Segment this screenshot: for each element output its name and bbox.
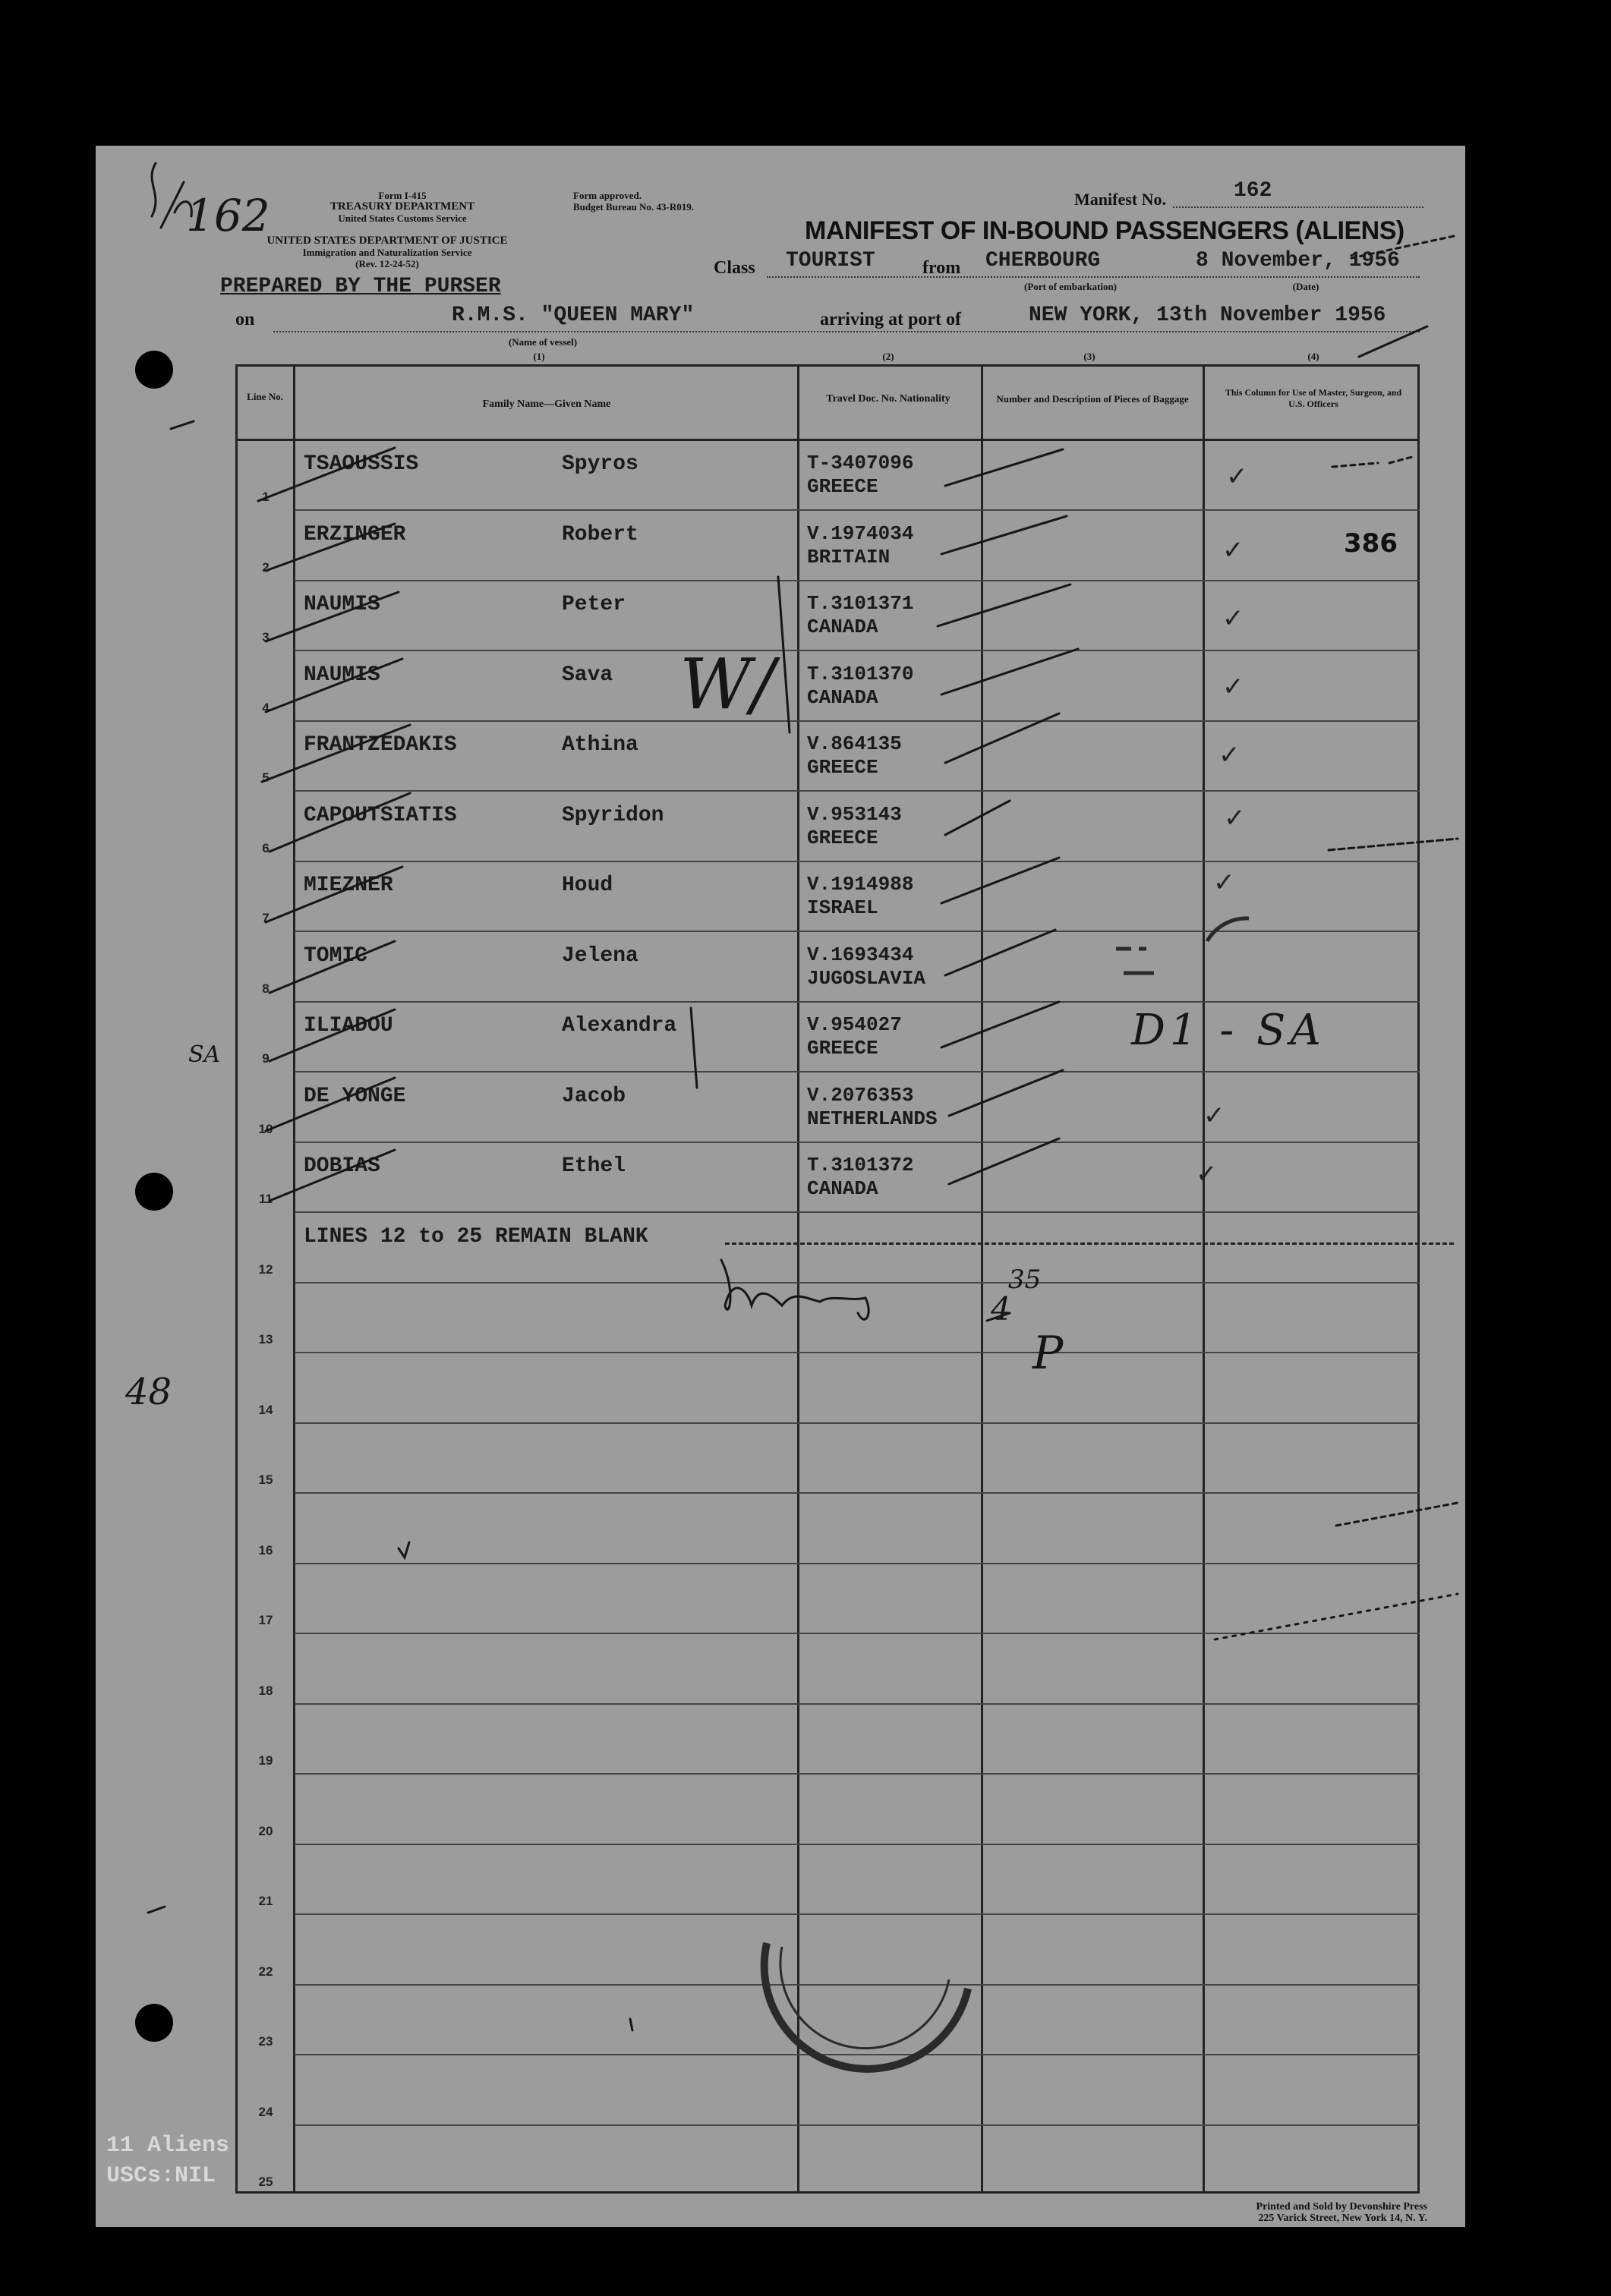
family-name: NAUMIS (304, 593, 380, 616)
header-line-no: Line No. (247, 391, 283, 402)
aliens-count: 11 Aliens (106, 2133, 230, 2159)
check-mark-icon: ✓ (1224, 803, 1246, 833)
date-caption: (Date) (1292, 281, 1319, 292)
col-num-3: (3) (1083, 351, 1096, 362)
line-number: 9 (262, 1051, 270, 1066)
approval-block: Form approved. Budget Bureau No. 43-R019. (573, 190, 695, 213)
page-title: MANIFEST OF IN-BOUND PASSENGERS (ALIENS) (805, 216, 1405, 245)
given-name: Houd (562, 874, 613, 897)
given-name: Spyros (562, 452, 638, 476)
check-mark-icon: ✓ (1203, 1101, 1225, 1131)
arrival-port-date: NEW YORK, 13th November 1956 (1029, 304, 1386, 327)
check-mark-icon: ✓ (1222, 535, 1244, 565)
given-name: Athina (562, 733, 638, 757)
family-name: TOMIC (304, 944, 368, 968)
handwritten-row9: D1 - SA (1131, 1006, 1326, 1055)
vessel-name: R.M.S. "QUEEN MARY" (452, 304, 695, 327)
travel-doc: V.954027 GREECE (807, 1013, 902, 1060)
given-name: Jelena (562, 944, 638, 968)
prepared-by: PREPARED BY THE PURSER (220, 275, 501, 298)
family-name: DOBIAS (304, 1154, 380, 1178)
manifest-no-label: Manifest No. (1074, 190, 1166, 209)
family-name: FRANTZEDAKIS (304, 733, 457, 757)
travel-doc: T-3407096 GREECE (807, 452, 914, 498)
travel-doc: V.2076353 NETHERLANDS (807, 1084, 938, 1130)
travel-doc: V.953143 GREECE (807, 803, 902, 849)
line-number: 3 (262, 630, 270, 644)
handwritten-wl: W/ (679, 644, 775, 725)
check-mark-icon: ✓ (1213, 868, 1235, 898)
travel-doc: T.3101370 CANADA (807, 663, 914, 709)
given-name: Ethel (562, 1154, 626, 1178)
port-of-embarkation: CHERBOURG (985, 249, 1101, 272)
travel-doc: T.3101371 CANADA (807, 592, 914, 638)
family-name: TSAOUSSIS (304, 452, 419, 476)
given-name: Alexandra (562, 1014, 677, 1038)
fraction-bottom: P (1032, 1327, 1064, 1380)
margin-note-number: 162 (186, 190, 270, 241)
header-baggage: Number and Description of Pieces of Baggage (996, 393, 1189, 405)
header-doc: Travel Doc. No. Nationality (826, 393, 951, 405)
check-mark-icon: ✓ (1218, 740, 1241, 770)
margin-note-sa: SA (188, 1041, 221, 1068)
line-number: 22 (258, 1964, 273, 1979)
check-mark-icon: ✓ (1222, 603, 1244, 634)
from-label: from (922, 258, 961, 278)
fraction-top: 35 (1008, 1265, 1042, 1295)
line-number: 8 (262, 981, 270, 996)
line-number: 15 (258, 1472, 273, 1487)
family-name: MIEZNER (304, 874, 393, 897)
header-name: Family Name—Given Name (482, 398, 611, 410)
col-num-4: (4) (1307, 351, 1319, 362)
given-name: Sava (562, 663, 613, 687)
check-mark-icon: ✓ (1226, 461, 1248, 492)
line-number: 16 (258, 1543, 273, 1557)
travel-doc: T.3101372 CANADA (807, 1154, 914, 1200)
col-num-1: (1) (533, 351, 545, 362)
family-name: NAUMIS (304, 663, 380, 687)
line-number: 25 (258, 2175, 273, 2189)
line-number: 2 (262, 560, 270, 575)
margin-note-48: 48 (125, 1371, 172, 1413)
on-label: on (235, 310, 255, 329)
family-name: ILIADOU (304, 1014, 393, 1038)
embark-date: 8 November, 1956 (1196, 249, 1400, 272)
travel-doc: V.1914988 ISRAEL (807, 873, 914, 919)
given-name: Robert (562, 523, 638, 546)
vessel-caption: (Name of vessel) (508, 336, 578, 348)
travel-doc: V.864135 GREECE (807, 732, 902, 779)
line-number: 5 (262, 770, 270, 785)
given-name: Peter (562, 593, 626, 616)
family-name: ERZINGER (304, 523, 406, 546)
line-number: 10 (258, 1122, 273, 1136)
remain-blank-note: LINES 12 to 25 REMAIN BLANK (304, 1225, 648, 1249)
line-number: 18 (258, 1683, 273, 1698)
uscs-count: USCs:NIL (106, 2163, 216, 2189)
line-number: 11 (259, 1192, 273, 1206)
fraction-left: 4 (991, 1290, 1011, 1328)
line-number: 20 (258, 1824, 273, 1838)
line-number: 12 (258, 1262, 273, 1277)
family-name: DE YONGE (304, 1085, 406, 1108)
officer-number: 386 (1344, 528, 1398, 559)
given-name: Jacob (562, 1085, 626, 1108)
line-number: 24 (258, 2105, 273, 2119)
family-name: CAPOUTSIATIS (304, 804, 457, 827)
line-number: 1 (262, 490, 270, 504)
travel-doc: V.1693434 JUGOSLAVIA (807, 943, 926, 990)
class-value: TOURIST (786, 249, 875, 272)
manifest-number: 162 (1234, 179, 1272, 203)
line-number: 14 (258, 1403, 273, 1417)
line-number: 7 (262, 911, 270, 925)
class-label: Class (714, 258, 755, 278)
check-mark-icon: ✓ (1196, 1159, 1218, 1189)
line-number: 19 (258, 1753, 273, 1768)
line-number: 6 (262, 841, 270, 855)
line-number: 4 (262, 701, 270, 715)
arriving-label: arriving at port of (820, 310, 961, 329)
doj-block: UNITED STATES DEPARTMENT OF JUSTICE Immigration and Naturalization Service (Rev. 12-24-52) (266, 235, 508, 269)
travel-doc: V.1974034 BRITAIN (807, 522, 914, 568)
col-num-2: (2) (882, 351, 894, 362)
form-block: Form I-415 TREASURY DEPARTMENT United States Customs Service (329, 190, 475, 224)
line-number: 13 (258, 1332, 273, 1346)
check-mark-icon: ✓ (1222, 672, 1244, 702)
line-number: 17 (258, 1613, 273, 1627)
line-number: 21 (258, 1894, 273, 1908)
printer-credit: Printed and Sold by Devonshire Press 225 Varick Street, New York 14, N. Y. (1256, 2201, 1427, 2224)
port-caption: (Port of embarkation) (1023, 281, 1118, 292)
given-name: Spyridon (562, 804, 664, 827)
customs-stamp (765, 1943, 968, 2069)
line-number: 23 (258, 2034, 273, 2049)
header-officers: This Column for Use of Master, Surgeon, and U.S. Officers (1225, 387, 1402, 409)
